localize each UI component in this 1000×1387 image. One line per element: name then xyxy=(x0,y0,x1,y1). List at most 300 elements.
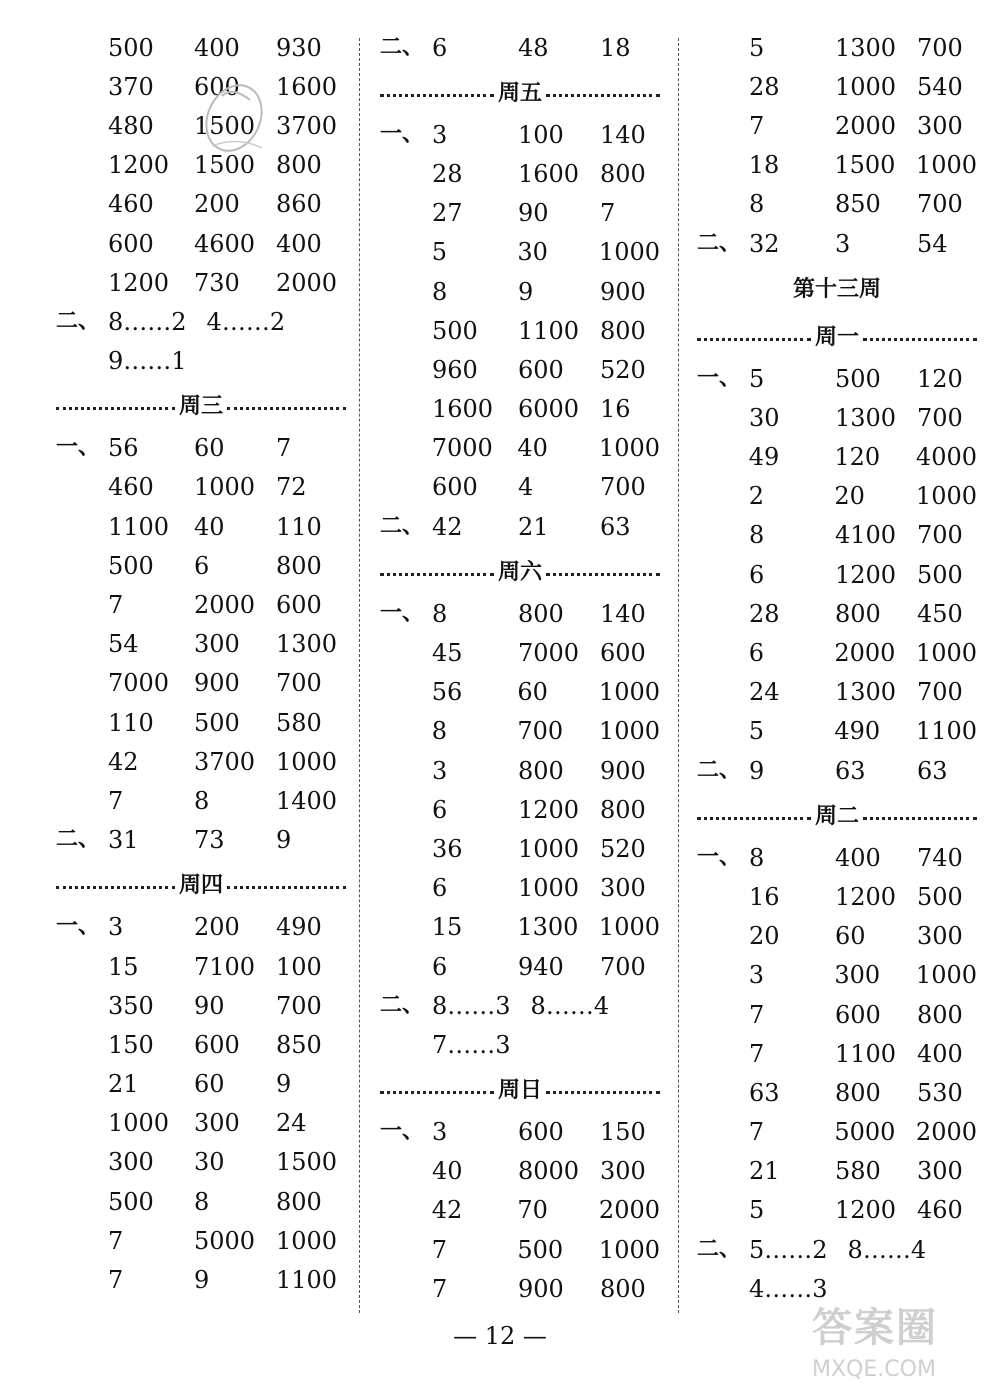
answer-value: 28 xyxy=(432,159,463,188)
answer-value: 42 xyxy=(108,747,139,776)
answer-value: 36 xyxy=(432,834,463,863)
answer-row xyxy=(697,712,977,751)
answer-row xyxy=(697,594,977,633)
answer-row xyxy=(380,1230,660,1269)
answer-row xyxy=(380,233,660,272)
section-label: 二、 xyxy=(56,308,101,334)
answer-row xyxy=(56,1104,346,1143)
section-label: 一、 xyxy=(697,844,742,870)
answer-row xyxy=(380,869,660,908)
answer-value: 600 xyxy=(518,1118,564,1147)
answer-value: 1000 xyxy=(915,482,977,511)
answer-value: 7 xyxy=(108,786,124,815)
answer-row xyxy=(697,555,977,594)
answer-value: 500 xyxy=(108,33,154,62)
answer-column-1 xyxy=(56,28,346,1300)
answer-value: 1500 xyxy=(276,1148,338,1177)
week-heading: 第十三周 xyxy=(792,276,881,302)
answer-value: 7 xyxy=(749,1039,765,1068)
answer-row xyxy=(56,1221,346,1260)
answer-value: 7100 xyxy=(194,952,256,981)
answer-row xyxy=(697,877,977,916)
answer-value: 930 xyxy=(276,33,322,62)
answer-value: 300 xyxy=(600,874,646,903)
answer-row xyxy=(56,224,346,263)
column-divider-right xyxy=(678,38,680,1313)
remainder-value: 5……2 xyxy=(749,1235,828,1264)
answer-value: 15 xyxy=(431,913,463,942)
answer-value: 1100 xyxy=(915,717,977,746)
answer-value: 2000 xyxy=(598,1196,660,1225)
answer-value: 500 xyxy=(194,708,240,737)
answer-column-2 xyxy=(380,28,660,1308)
answer-value: 730 xyxy=(194,268,240,297)
answer-value: 1600 xyxy=(518,159,580,188)
answer-row xyxy=(380,390,660,429)
answer-value: 8 xyxy=(749,843,765,872)
answer-value: 90 xyxy=(194,991,225,1020)
answer-value: 6 xyxy=(194,551,210,580)
answer-value: 4000 xyxy=(915,443,977,472)
answer-value: 24 xyxy=(276,1109,307,1138)
answer-value: 7000 xyxy=(431,434,493,463)
answer-row xyxy=(380,673,660,712)
answer-value: 2000 xyxy=(915,1118,977,1147)
remainder-value: 4……3 xyxy=(749,1274,828,1303)
section-label: 二、 xyxy=(380,992,425,1018)
answer-value: 2000 xyxy=(834,639,896,668)
answer-value: 500 xyxy=(108,551,154,580)
answer-value: 200 xyxy=(194,190,240,219)
answer-value: 490 xyxy=(834,717,881,746)
section-label: 二、 xyxy=(697,1236,742,1262)
answer-value: 45 xyxy=(432,639,463,668)
answer-value: 60 xyxy=(835,922,866,951)
answer-value: 500 xyxy=(432,316,478,345)
answer-value: 600 xyxy=(600,639,646,668)
answer-value: 800 xyxy=(600,795,646,824)
answer-value: 7000 xyxy=(108,669,170,698)
answer-value: 100 xyxy=(276,952,322,981)
answer-row xyxy=(697,956,977,995)
answer-value: 800 xyxy=(276,151,322,180)
answer-value: 1000 xyxy=(518,874,580,903)
answer-value: 700 xyxy=(917,33,963,62)
answer-value: 42 xyxy=(432,512,463,541)
answer-value: 30 xyxy=(517,238,548,267)
answer-row xyxy=(380,1113,660,1152)
dotted-leader xyxy=(546,94,660,97)
answer-value: 56 xyxy=(108,434,139,463)
answer-row xyxy=(380,829,660,868)
answer-value: 530 xyxy=(917,1078,963,1107)
section-label: 二、 xyxy=(697,230,742,256)
answer-value: 63 xyxy=(917,756,948,785)
answer-value: 5 xyxy=(749,1196,765,1225)
answer-value: 800 xyxy=(276,551,322,580)
answer-value: 700 xyxy=(600,473,646,502)
answer-value: 400 xyxy=(276,229,322,258)
answer-value: 60 xyxy=(194,1070,225,1099)
answer-value: 7000 xyxy=(518,639,580,668)
answer-value: 200 xyxy=(194,913,240,942)
answer-value: 8 xyxy=(194,786,210,815)
answer-row xyxy=(56,664,346,703)
answer-value: 900 xyxy=(600,277,646,306)
answer-value: 800 xyxy=(835,1078,881,1107)
answer-row xyxy=(380,908,660,947)
answer-value: 800 xyxy=(276,1187,322,1216)
answer-value: 8000 xyxy=(518,1157,580,1186)
answer-row xyxy=(380,947,660,986)
answer-value: 600 xyxy=(835,1000,881,1029)
answer-value: 700 xyxy=(917,403,963,432)
section-label: 一、 xyxy=(56,914,101,940)
answer-value: 700 xyxy=(276,669,322,698)
answer-value: 580 xyxy=(835,1157,881,1186)
answer-value: 500 xyxy=(108,1187,154,1216)
answer-value: 370 xyxy=(108,72,154,101)
answer-value: 60 xyxy=(194,434,225,463)
answer-value: 1300 xyxy=(276,630,338,659)
answer-value: 6 xyxy=(432,795,448,824)
answer-value: 1100 xyxy=(108,512,170,541)
answer-value: 7 xyxy=(108,1266,124,1295)
answer-value: 5 xyxy=(748,717,765,746)
answer-row xyxy=(56,263,346,302)
answer-value: 700 xyxy=(917,521,963,550)
answer-row xyxy=(380,633,660,672)
answer-row xyxy=(697,28,977,67)
answer-value: 1000 xyxy=(835,72,897,101)
answer-value: 9 xyxy=(276,826,292,855)
dotted-leader xyxy=(863,817,977,820)
remainder-row xyxy=(56,302,346,341)
answer-value: 1100 xyxy=(835,1039,897,1068)
answer-value: 520 xyxy=(600,355,646,384)
answer-value: 1300 xyxy=(517,913,579,942)
answer-value: 600 xyxy=(194,1030,240,1059)
day-heading-text: 周日 xyxy=(498,1078,543,1103)
answer-value: 300 xyxy=(194,630,240,659)
section-label: 一、 xyxy=(380,600,425,626)
answer-value: 48 xyxy=(518,33,549,62)
answer-value: 600 xyxy=(276,591,322,620)
answer-value: 540 xyxy=(917,72,963,101)
answer-value: 100 xyxy=(518,120,564,149)
answer-value: 5 xyxy=(431,238,448,267)
remainder-row xyxy=(380,986,660,1025)
answer-value: 7 xyxy=(108,1226,124,1255)
answer-value: 6 xyxy=(432,33,448,62)
dotted-leader xyxy=(380,573,494,576)
answer-row xyxy=(380,507,660,546)
answer-value: 700 xyxy=(917,190,963,219)
answer-row xyxy=(56,703,346,742)
answer-row xyxy=(56,821,346,860)
answer-value: 1000 xyxy=(598,434,660,463)
answer-value: 150 xyxy=(600,1118,646,1147)
answer-row xyxy=(56,585,346,624)
answer-value: 700 xyxy=(917,678,963,707)
day-heading-text: 周三 xyxy=(179,394,224,420)
answer-value: 500 xyxy=(917,882,963,911)
day-heading xyxy=(56,860,346,908)
dotted-leader xyxy=(697,338,811,341)
answer-value: 1000 xyxy=(598,717,660,746)
answer-value: 300 xyxy=(917,1157,963,1186)
faint-stamp-graphic xyxy=(192,72,276,188)
answer-value: 800 xyxy=(600,316,646,345)
answer-value: 9 xyxy=(518,277,534,306)
day-heading-text: 周一 xyxy=(815,324,860,350)
dotted-leader xyxy=(546,1091,660,1094)
answer-value: 28 xyxy=(749,599,780,628)
answer-row xyxy=(56,507,346,546)
answer-value: 110 xyxy=(276,512,322,541)
answer-row xyxy=(380,28,660,67)
answer-value: 8 xyxy=(749,190,765,219)
answer-value: 580 xyxy=(276,708,322,737)
answer-value: 7 xyxy=(749,111,765,140)
answer-value: 24 xyxy=(749,678,780,707)
answer-value: 3 xyxy=(108,913,124,942)
answer-value: 490 xyxy=(276,913,322,942)
watermark xyxy=(812,1296,997,1382)
answer-value: 4600 xyxy=(194,229,256,258)
answer-row xyxy=(56,1143,346,1182)
answer-value: 1000 xyxy=(276,1226,338,1255)
column-divider-left xyxy=(359,38,361,1313)
answer-value: 60 xyxy=(517,678,548,707)
answer-value: 54 xyxy=(917,229,948,258)
answer-value: 16 xyxy=(749,882,780,911)
answer-value: 500 xyxy=(917,560,963,589)
answer-value: 350 xyxy=(108,991,154,1020)
answer-row xyxy=(380,468,660,507)
answer-row xyxy=(697,1113,977,1152)
answer-row xyxy=(380,1191,660,1230)
answer-value: 1300 xyxy=(835,33,897,62)
answer-value: 960 xyxy=(432,355,478,384)
section-label: 二、 xyxy=(56,827,101,853)
answer-row xyxy=(697,1191,977,1230)
section-label: 一、 xyxy=(56,435,101,461)
day-heading-text: 周四 xyxy=(179,873,224,899)
answer-value: 1000 xyxy=(598,1235,660,1264)
answer-row xyxy=(56,429,346,468)
answer-value: 30 xyxy=(749,403,780,432)
answer-row xyxy=(380,272,660,311)
answer-value: 300 xyxy=(917,922,963,951)
answer-value: 8 xyxy=(431,717,448,746)
answer-value: 9 xyxy=(749,756,765,785)
answer-value: 520 xyxy=(600,834,646,863)
answer-row xyxy=(697,1034,977,1073)
remainder-value: 8……3 xyxy=(432,991,511,1020)
answer-value: 2 xyxy=(748,482,765,511)
remainder-row xyxy=(380,1025,660,1064)
answer-value: 800 xyxy=(518,756,564,785)
answer-value: 30 xyxy=(194,1148,225,1177)
answer-value: 1000 xyxy=(108,1109,170,1138)
answer-value: 600 xyxy=(518,355,564,384)
day-heading xyxy=(56,381,346,429)
answer-value: 300 xyxy=(600,1157,646,1186)
answer-value: 5000 xyxy=(194,1226,256,1255)
answer-row xyxy=(380,115,660,154)
answer-value: 9 xyxy=(194,1266,210,1295)
answer-value: 3 xyxy=(432,756,448,785)
answer-value: 3 xyxy=(835,229,851,258)
answer-value: 21 xyxy=(108,1070,139,1099)
answer-value: 1000 xyxy=(598,678,660,707)
dotted-leader xyxy=(380,94,494,97)
section-label: 二、 xyxy=(380,34,425,60)
answer-value: 40 xyxy=(432,1157,463,1186)
answer-row xyxy=(56,625,346,664)
answer-value: 1600 xyxy=(276,72,338,101)
answer-value: 1000 xyxy=(598,913,660,942)
answer-value: 740 xyxy=(917,843,963,872)
answer-value: 5000 xyxy=(834,1118,896,1147)
answer-value: 7 xyxy=(600,199,616,228)
answer-value: 3700 xyxy=(276,111,338,140)
answer-value: 900 xyxy=(518,1274,564,1303)
answer-value: 460 xyxy=(108,473,154,502)
answer-row xyxy=(697,224,977,263)
answer-value: 460 xyxy=(108,190,154,219)
answer-value: 8 xyxy=(432,599,448,628)
answer-value: 1300 xyxy=(835,678,897,707)
answer-value: 500 xyxy=(517,1235,564,1264)
answer-value: 6000 xyxy=(518,395,580,424)
dotted-leader xyxy=(227,407,346,410)
answer-value: 140 xyxy=(600,120,646,149)
answer-column-3 xyxy=(697,28,977,1308)
answer-row xyxy=(697,838,977,877)
answer-value: 21 xyxy=(749,1157,780,1186)
answer-value: 1200 xyxy=(835,1196,897,1225)
section-label: 二、 xyxy=(697,757,742,783)
answer-value: 940 xyxy=(518,952,564,981)
answer-value: 32 xyxy=(749,229,780,258)
answer-row xyxy=(56,1260,346,1299)
answer-value: 500 xyxy=(835,364,881,393)
day-heading-text: 周二 xyxy=(815,803,860,829)
answer-value: 4100 xyxy=(835,521,897,550)
answer-value: 140 xyxy=(600,599,646,628)
answer-value: 600 xyxy=(108,229,154,258)
page-number: — 12 — xyxy=(453,1322,547,1350)
answer-value: 72 xyxy=(276,473,307,502)
answer-value: 1000 xyxy=(915,961,977,990)
answer-value: 73 xyxy=(194,826,225,855)
answer-value: 800 xyxy=(600,159,646,188)
answer-value: 27 xyxy=(432,199,463,228)
answer-value: 6 xyxy=(748,639,765,668)
watermark-logo-text: 答案圈 xyxy=(812,1305,938,1351)
answer-value: 1100 xyxy=(276,1266,338,1295)
answer-row xyxy=(697,398,977,437)
remainder-row xyxy=(56,342,346,381)
dotted-leader xyxy=(697,817,811,820)
answer-row xyxy=(380,1152,660,1191)
answer-value: 8 xyxy=(432,277,448,306)
answer-value: 460 xyxy=(917,1196,963,1225)
answer-value: 18 xyxy=(748,151,780,180)
answer-row xyxy=(697,995,977,1034)
answer-row xyxy=(697,1152,977,1191)
answer-value: 860 xyxy=(276,190,322,219)
dotted-leader xyxy=(863,338,977,341)
remainder-row xyxy=(697,1230,977,1269)
answer-value: 28 xyxy=(749,72,780,101)
answer-value: 7 xyxy=(276,434,292,463)
answer-value: 300 xyxy=(194,1109,240,1138)
answer-row xyxy=(56,28,346,67)
answer-row xyxy=(56,908,346,947)
day-heading xyxy=(697,790,977,838)
remainder-value: 9……1 xyxy=(108,347,187,376)
answer-value: 40 xyxy=(194,512,225,541)
answer-value: 4 xyxy=(518,473,534,502)
answer-value: 5 xyxy=(749,364,765,393)
dotted-leader xyxy=(227,886,346,889)
answer-value: 54 xyxy=(108,630,139,659)
answer-value: 120 xyxy=(917,364,963,393)
answer-value: 1000 xyxy=(276,747,338,776)
answer-row xyxy=(380,350,660,389)
answer-row xyxy=(56,1182,346,1221)
answer-row xyxy=(56,781,346,820)
answer-row xyxy=(56,1025,346,1064)
answer-value: 63 xyxy=(600,512,631,541)
dotted-leader xyxy=(380,1091,494,1094)
answer-value: 600 xyxy=(194,72,240,101)
answer-value: 120 xyxy=(834,443,881,472)
answer-row xyxy=(56,468,346,507)
answer-value: 1500 xyxy=(194,111,256,140)
answer-row xyxy=(380,311,660,350)
answer-row xyxy=(697,477,977,516)
answer-row xyxy=(380,1269,660,1308)
watermark-url: MXQE.COM xyxy=(812,1357,936,1382)
answer-row xyxy=(697,516,977,555)
answer-value: 1500 xyxy=(194,151,256,180)
answer-row xyxy=(56,742,346,781)
answer-value: 850 xyxy=(276,1030,322,1059)
answer-value: 1000 xyxy=(194,473,256,502)
answer-value: 1600 xyxy=(432,395,494,424)
answer-row xyxy=(380,429,660,468)
day-heading xyxy=(380,1065,660,1113)
answer-value: 800 xyxy=(518,599,564,628)
answer-row xyxy=(56,947,346,986)
day-heading xyxy=(697,311,977,359)
answer-value: 3700 xyxy=(194,747,256,776)
answer-row xyxy=(380,712,660,751)
answer-value: 7 xyxy=(431,1235,448,1264)
answer-value: 1200 xyxy=(835,560,897,589)
section-label: 一、 xyxy=(380,121,425,147)
answer-row xyxy=(697,633,977,672)
answer-value: 40 xyxy=(517,434,548,463)
day-heading xyxy=(380,67,660,115)
answer-row xyxy=(56,1065,346,1104)
day-heading-text: 周五 xyxy=(498,80,543,106)
answer-value: 49 xyxy=(748,443,780,472)
